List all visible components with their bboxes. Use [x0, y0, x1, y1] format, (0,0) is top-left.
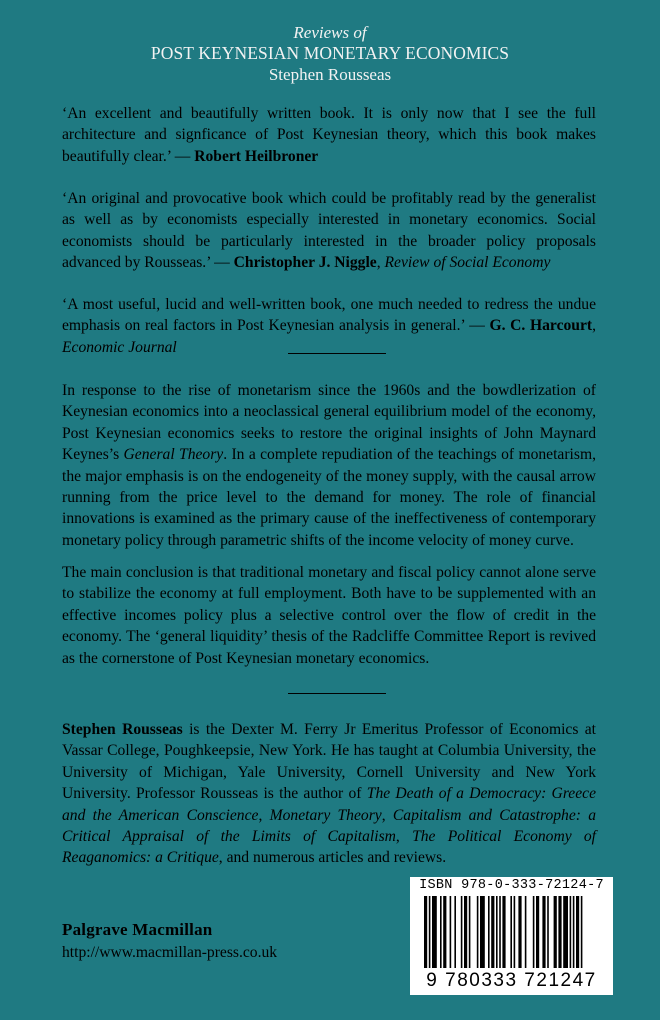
description-paragraph-1: [62, 380, 596, 551]
barcode-digits: 9 780333 721247: [426, 970, 597, 991]
review-quote-text: ‘A most useful, lucid and well-written book, one much needed to redress the undue emphasis on real factors in Post Keynesian analysis in general.’ —: [62, 296, 596, 335]
author-bio: [62, 719, 596, 869]
barcode-bar: [443, 896, 446, 968]
back-cover-header: [0, 22, 660, 85]
bio-separator: ,: [258, 806, 270, 824]
reviewer-name: Robert Heilbroner: [194, 147, 319, 165]
description-text: The main conclusion is that traditional monetary and fiscal policy cannot alone serve to stabilize the economy at full employment. Both have to be supplemented with an effective incomes policy plus a selective control over the flow of credit in the economy. The ‘general liquidity’ thesis of the Radcliffe Committee Report is revived as the cornerstone of Post Keynesian monetary economics.: [62, 564, 596, 667]
barcode-bar: [533, 896, 535, 968]
barcode-bar: [547, 896, 549, 968]
general-theory-title: General Theory: [123, 446, 224, 464]
barcode-bar: [554, 896, 557, 968]
bio-text: is the Dexter M. Ferry Jr Emeritus Professor of Economics at Vassar College, Poughkeepsie, New York. He has taught at Columbia University, the University of Michigan, Yale University, Cornell University and New York University. Professor Rousseas is the author of: [62, 721, 596, 803]
barcode-bar: [480, 896, 485, 968]
reviewer-name: Christopher J. Niggle: [233, 254, 377, 272]
barcode-bar: [581, 896, 583, 968]
bio-separator: ,: [381, 806, 393, 824]
review-quote-2: [62, 188, 596, 274]
review-source: Economic Journal: [62, 338, 177, 356]
section-divider: [288, 353, 386, 354]
publisher-url[interactable]: http://www.macmillan-press.co.uk: [62, 944, 278, 961]
barcode-bar: [440, 896, 442, 968]
source-separator: ,: [592, 317, 596, 335]
barcode-bar: [570, 896, 572, 968]
barcode-bar: [464, 896, 467, 968]
barcode-bar: [499, 896, 501, 968]
barcode-bar: [450, 896, 452, 968]
barcode-bar: [432, 896, 437, 968]
barcode-bar: [563, 896, 568, 968]
source-separator: ,: [376, 254, 385, 272]
book-author: Stephen Rousseas: [268, 65, 392, 84]
description-text: In response to the rise of monetarism since the 1960s and the bowdlerization of Keynesian economics into a neoclassical general equilibrium model of the economy, Post Keynesian economics seeks to restore the original insights of John Maynard Keynes’s: [62, 382, 596, 464]
barcode-bar: [536, 896, 539, 968]
review-quote-text: ‘An excellent and beautifully written book. It is only now that I see the full architecture and signficance of Post Keynesian theory, which this book makes beautifully clear.’ —: [62, 105, 596, 165]
isbn-label: ISBN 978-0-333-72124-7: [419, 878, 604, 893]
publisher-name: Palgrave Macmillan: [62, 920, 213, 939]
author-bio-name: Stephen Rousseas: [62, 721, 183, 738]
review-quote-1: [62, 103, 596, 167]
barcode-bar: [477, 896, 479, 968]
book-title-ref: The Political Economy of Reaganomics: a Critique: [62, 828, 597, 867]
barcode-bar: [502, 896, 505, 968]
review-quote-text: ‘An original and provocative book which could be profitably read by the generalist as well as by economists especially interested in monetary economics. Social economists should be particularly interested in the broader policy proposals advanced by Rousseas.’ —: [62, 190, 596, 272]
barcode-bar: [573, 896, 575, 968]
barcode-bar: [518, 896, 521, 968]
review-source: Review of Social Economy: [384, 254, 551, 272]
barcode-bar: [514, 896, 516, 968]
section-divider: [288, 693, 386, 694]
barcode-bar: [491, 896, 494, 968]
book-title: POST KEYNESIAN MONETARY ECONOMICS: [150, 43, 510, 63]
barcode-bar: [525, 896, 527, 968]
barcode-bar: [542, 896, 545, 968]
barcode-bar: [469, 896, 471, 968]
book-title-ref: The Death of a Democracy: Greece and the American Conscience: [62, 785, 596, 824]
reviews-of-label: Reviews of: [293, 23, 367, 42]
barcode-bar: [461, 896, 463, 968]
bio-separator: ,: [395, 828, 413, 846]
barcode-bar: [576, 896, 579, 968]
bio-text: , and numerous articles and reviews.: [218, 849, 447, 867]
barcode-bars: [418, 896, 605, 968]
isbn-barcode: [410, 877, 613, 995]
book-title-ref: Capitalism and Catastrophe: a Critical Appraisal of the Limits of Capitalism: [62, 806, 597, 846]
description-paragraph-2: [62, 562, 596, 669]
barcode-bar: [429, 896, 431, 968]
description-text: . In a complete repudiation of the teachings of monetarism, the major emphasis is on the endogeneity of the money supply, with the causal arrow running from the price level to the demand for money. The role of financial innovations is examined as the primary cause of the ineffectiveness of contemporary monetary policy through parametric shifts of the income velocity of money curve.: [62, 446, 596, 549]
barcode-bar: [424, 896, 427, 968]
barcode-bar: [488, 896, 490, 968]
review-quote-3: [62, 294, 596, 358]
barcode-bar: [510, 896, 512, 968]
barcode-bar: [558, 896, 561, 968]
book-title-ref: Monetary Theory: [269, 806, 382, 824]
barcode-bar: [496, 896, 498, 968]
reviewer-name: G. C. Harcourt: [489, 317, 593, 335]
barcode-bar: [454, 896, 456, 968]
